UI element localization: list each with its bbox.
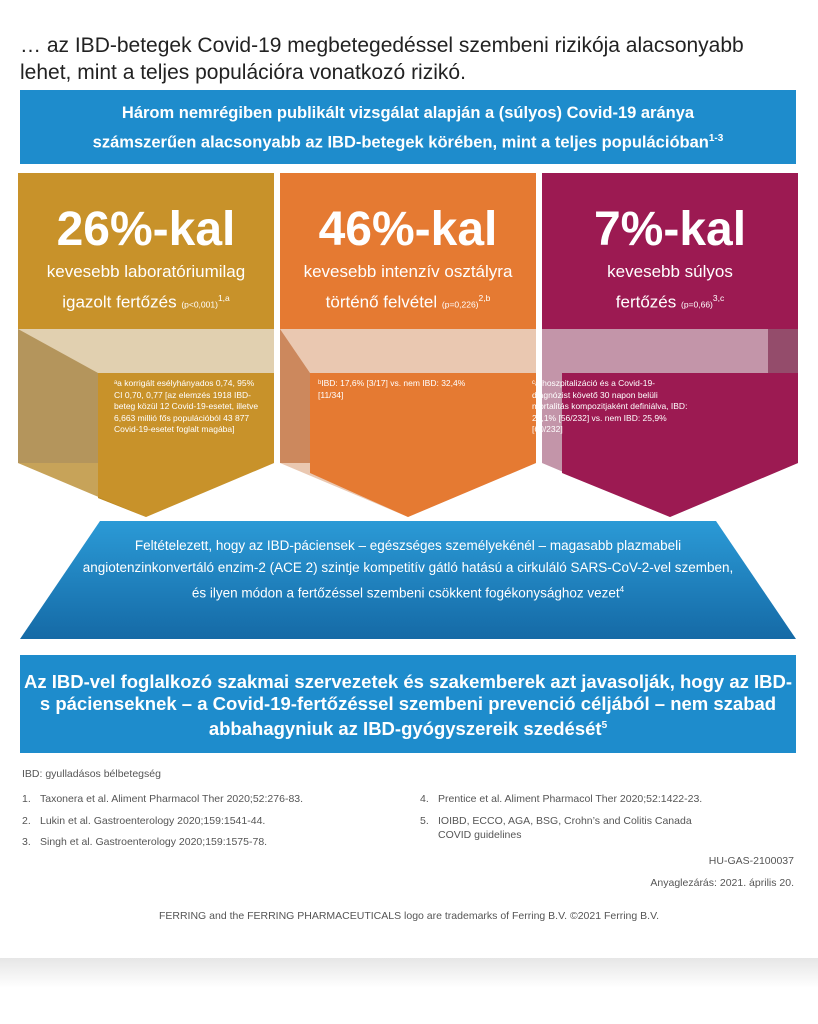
- top-banner-sup: 1-3: [708, 133, 724, 144]
- stat-footnote: ᶜa hoszpitalizáció és a Covid-19-diagnózist követő 30 napon belüli mortalitás kompozitjaként definiálva, IBD: 24,1% [56/232] vs. nem IBD: 25,9% [60/232]: [532, 378, 688, 434]
- reference-item: [420, 814, 790, 842]
- reference-number: 4.: [420, 793, 429, 805]
- reference-text: Lukin et al. Gastroenterology 2020;159:1541-44.: [40, 814, 266, 827]
- p-sup: 1,a: [217, 293, 230, 303]
- reference-item: [22, 835, 382, 849]
- p-sup: 2,b: [478, 293, 491, 303]
- document-code: HU-GAS-2100037: [708, 855, 794, 867]
- stat-column-icu: [280, 173, 536, 517]
- stat-description: [18, 259, 274, 318]
- p-value: (p=0,66): [680, 299, 713, 310]
- stat-line2: történő felvétel (p=0,226)$^{2,b}$: [325, 292, 491, 312]
- stat-description: [542, 259, 798, 318]
- stat-line2: igazolt fertőzés (p<0,001)$^{1,a}$: [62, 292, 230, 312]
- stat-line1: kevesebb laboratóriumilag: [46, 262, 246, 281]
- top-banner: [20, 90, 796, 164]
- reference-number: 2.: [22, 814, 31, 827]
- bottom-banner-sup: 5: [601, 720, 608, 731]
- headline: … az IBD-betegek Covid-19 megbetegedéssel szembeni rizikója alacsonyabb lehet, mint a teljes populációra vonatkozó rizikó.: [20, 34, 744, 84]
- reference-item: [22, 792, 382, 806]
- p-value: (p<0,001): [181, 299, 218, 310]
- stat-column-severe: [532, 173, 798, 517]
- trademark-notice: FERRING and the FERRING PHARMACEUTICALS logo are trademarks of Ferring B.V. ©2021 Ferring B.V.: [158, 910, 660, 922]
- top-banner-line2: számszerűen alacsonyabb az IBD-betegek körében, mint a teljes populációban$^{1-3}$: [92, 133, 724, 152]
- mechanism-sup: 4: [619, 585, 625, 594]
- references-right: [420, 792, 790, 849]
- page-shadow: [0, 958, 818, 988]
- reference-number: 3.: [22, 836, 31, 848]
- mechanism-text: Feltételezett, hogy az IBD-páciensek – egészséges személyekénél – magasabb plazmabeli angiotenzinkonvertáló enzim-2 (ACE 2) szintje kompetitív gátló hatású a cirkuláló SARS-CoV-2-vel szemben, és ilyen módon a fertőzéssel szembeni csökkent fogékonysághoz vezet$^4$: [82, 538, 734, 601]
- stat-line2: fertőzés (p=0,66)$^{3,c}$: [615, 292, 725, 312]
- top-banner-line1: Három nemrégiben publikált vizsgálat alapján a (súlyos) Covid-19 aránya: [121, 104, 695, 122]
- stat-value: 7%-kal: [593, 203, 747, 256]
- p-value: (p=0,226): [441, 299, 479, 310]
- reference-text: Prentice et al. Aliment Pharmacol Ther 2020;52:1422-23.: [438, 793, 703, 805]
- stat-value: 46%-kal: [318, 203, 498, 256]
- reference-item: [22, 814, 382, 828]
- bottom-banner-text: Az IBD-vel foglalkozó szakmai szervezetek és szakemberek azt javasolják, hogy az IBD-s pácienseknek – a Covid-19-fertőzéssel szembeni prevenció céljából – nem szabad abbahagyniuk az IBD-gyógyszereik szedését: [23, 671, 793, 740]
- bottom-banner: [20, 655, 796, 753]
- reference-number: 1.: [22, 793, 31, 805]
- stat-column-infection: [18, 173, 274, 517]
- references-left: [22, 792, 382, 857]
- reference-number: 5.: [420, 814, 429, 827]
- stat-footnote: ᵇIBD: 17,6% [3/17] vs. nem IBD: 32,4% [11/34]: [318, 378, 466, 400]
- mechanism-panel: [20, 521, 796, 639]
- reference-text: IOIBD, ECCO, AGA, BSG, Crohn’s and Colitis Canada COVID guidelines: [438, 814, 692, 841]
- stat-footnote: ᵃa korrigált esélyhányados 0,74, 95% CI 0,70, 0,77 [az elemzés 1918 IBD-beteg közül 12 Covid-19-esetet, illetve 6,663 millió fős populációból 43 877 Covid-19-esetet foglalt magába]: [114, 378, 259, 434]
- stat-line1: kevesebb súlyos: [607, 262, 733, 281]
- abbreviation: IBD: gyulladásos bélbetegség: [22, 768, 161, 780]
- reference-text: Singh et al. Gastroenterology 2020;159:1575-78.: [40, 836, 268, 848]
- p-sup: 3,c: [712, 293, 725, 303]
- stat-line1: kevesebb intenzív osztályra: [303, 262, 513, 281]
- stat-description: [280, 259, 536, 318]
- closing-date: Anyaglezárás: 2021. április 20.: [650, 877, 794, 889]
- stat-value: 26%-kal: [56, 203, 236, 256]
- reference-item: [420, 792, 790, 806]
- reference-text: Taxonera et al. Aliment Pharmacol Ther 2020;52:276-83.: [40, 793, 304, 805]
